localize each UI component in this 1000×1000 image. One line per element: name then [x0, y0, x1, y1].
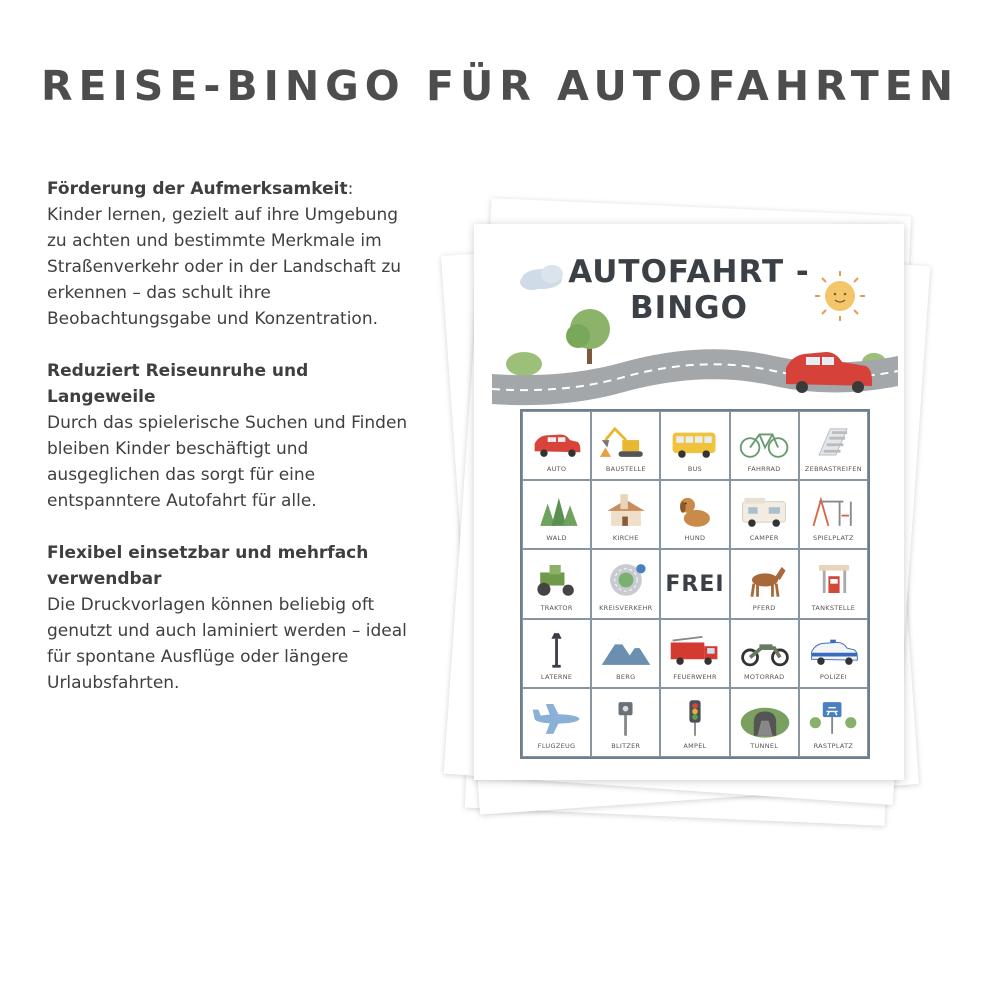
bingo-cell [660, 411, 729, 480]
bingo-cell-label: BLITZER [611, 741, 641, 750]
rest-area-icon [806, 697, 862, 739]
free-label: FREI [665, 572, 725, 598]
bingo-cell [730, 480, 799, 549]
headline: REISE-BINGO FÜR AUTOFAHRTEN [40, 62, 960, 110]
bingo-cell [522, 619, 591, 688]
bingo-cell [730, 619, 799, 688]
bingo-cell-label: FAHRRAD [747, 465, 781, 474]
horse-icon [737, 558, 793, 600]
bingo-cell [730, 549, 799, 618]
mountain-icon [598, 628, 654, 670]
car-icon [529, 420, 585, 462]
bingo-cell [660, 480, 729, 549]
bingo-cell [591, 480, 660, 549]
bingo-cell [730, 411, 799, 480]
section-attention [47, 176, 417, 332]
sheet-title [474, 254, 904, 326]
speed-camera-icon [598, 697, 654, 739]
bingo-cell [591, 411, 660, 480]
bingo-cell-label: POLIZEI [819, 672, 847, 681]
bingo-cell-label: ZEBRASTREIFEN [804, 465, 862, 474]
bingo-cell [660, 688, 729, 757]
bingo-cell-free [660, 549, 729, 618]
section-heading: Förderung der Aufmerksamkeit [47, 179, 348, 199]
section-body: Die Druckvorlagen können beliebig oft genutzt und auch laminiert werden – ideal für spontane Ausflüge oder längere Urlaubsfahrten. [47, 595, 407, 693]
bingo-cell [591, 549, 660, 618]
street-lamp-icon [529, 628, 585, 670]
bingo-cell-label: TANKSTELLE [811, 603, 856, 612]
excavator-icon [598, 420, 654, 462]
roundabout-icon [598, 558, 654, 600]
tractor-icon [529, 558, 585, 600]
bingo-cell-label: AUTO [546, 465, 567, 474]
bingo-cell-label: CAMPER [749, 534, 779, 543]
section-heading: Reduziert Reiseunruhe und Langeweile [47, 361, 309, 407]
bingo-cell [591, 688, 660, 757]
sheet-title-line2: BINGO [630, 290, 748, 326]
bingo-cell [522, 411, 591, 480]
bingo-cell [660, 619, 729, 688]
bingo-cell [730, 688, 799, 757]
bingo-cell-label: RASTPLATZ [813, 741, 854, 750]
church-icon [598, 489, 654, 531]
section-heading: Flexibel einsetzbar und mehrfach verwendbar [47, 543, 369, 589]
section-flexible [47, 540, 417, 696]
section-body: Kinder lernen, gezielt auf ihre Umgebung zu achten und bestimmte Merkmale im Straßenverkehr oder in der Landschaft zu erkennen – das schult ihre Beobachtungsgabe und Konzentration. [47, 205, 402, 329]
bingo-cell-label: AMPEL [683, 741, 707, 750]
camper-icon [737, 489, 793, 531]
dog-icon [667, 489, 723, 531]
heading-suffix: : [347, 179, 354, 199]
gas-station-icon [806, 558, 862, 600]
forest-icon [529, 489, 585, 531]
bingo-cell-label: FLUGZEUG [537, 741, 576, 750]
bingo-cell-label: FEUERWEHR [673, 672, 717, 681]
traffic-light-icon [667, 697, 723, 739]
bingo-cell-label: HUND [684, 534, 706, 543]
bus-icon [667, 420, 723, 462]
bingo-cell [799, 549, 868, 618]
bingo-cell [799, 480, 868, 549]
bingo-cell-label: TUNNEL [750, 741, 779, 750]
crosswalk-icon [806, 420, 862, 462]
bingo-cell-label: PFERD [752, 603, 776, 612]
section-body: Durch das spielerische Suchen und Finden bleiben Kinder beschäftigt und ausgeglichen das sorgt für eine entspanntere Autofahrt für alle. [47, 413, 408, 511]
motorcycle-icon [737, 628, 793, 670]
text-column [47, 176, 417, 722]
bingo-grid [520, 409, 870, 759]
bingo-cell-label: BAUSTELLE [605, 465, 646, 474]
bingo-cell [591, 619, 660, 688]
fire-truck-icon [667, 628, 723, 670]
bingo-cell-label: BERG [616, 672, 636, 681]
bingo-cell [799, 688, 868, 757]
section-boredom [47, 358, 417, 514]
bingo-cell-label: TRAKTOR [540, 603, 573, 612]
bingo-cell-label: BUS [687, 465, 703, 474]
bingo-cell [522, 688, 591, 757]
bingo-cell [799, 411, 868, 480]
bingo-cell-label: SPIELPLATZ [813, 534, 854, 543]
police-car-icon [806, 628, 862, 670]
bingo-cell [522, 549, 591, 618]
sheet-title-line1: AUTOFAHRT - [568, 254, 810, 290]
tunnel-icon [737, 697, 793, 739]
bingo-cell-label: MOTORRAD [743, 672, 785, 681]
playground-icon [806, 489, 862, 531]
bicycle-icon [737, 420, 793, 462]
bingo-cell [522, 480, 591, 549]
bingo-sheet [474, 224, 904, 780]
airplane-icon [529, 697, 585, 739]
bingo-cell-label: KREISVERKEHR [599, 603, 653, 612]
bingo-cell [799, 619, 868, 688]
bingo-cell-label: LATERNE [540, 672, 573, 681]
bingo-cell-label: WALD [546, 534, 567, 543]
bingo-cell-label: KIRCHE [612, 534, 639, 543]
